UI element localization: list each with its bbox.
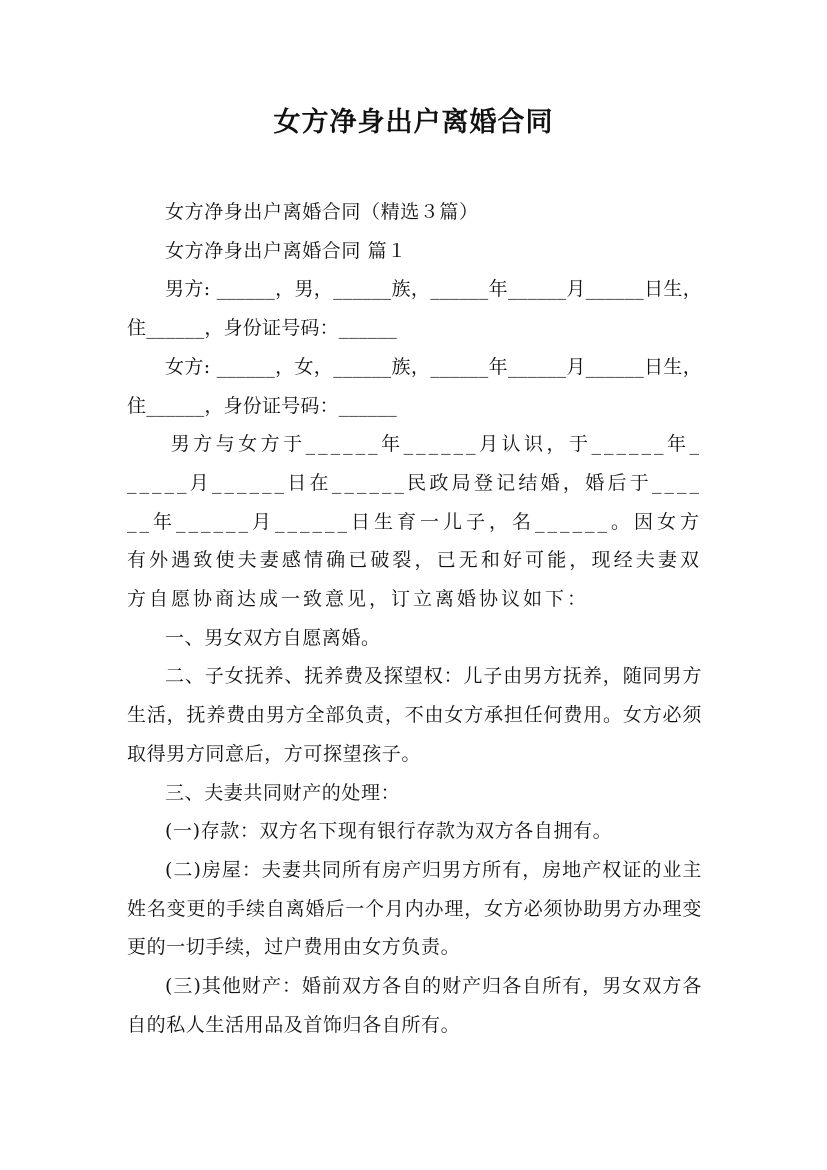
paragraph-clause-2: 二、子女抚养、抚养费及探望权：儿子由男方抚养，随同男方生活，抚养费由男方全部负责，不由女方承担任何费用。女方必须取得男方同意后，方可探望孩子。 [127, 665, 702, 765]
document-title: 女方净身出户离婚合同 [273, 107, 554, 138]
paragraph-background: 男方与女方于______年______月认识，于______年______月______日在______民政局登记结婚，婚后于______年______月______日生育一儿子，名______。因女方有外遇致使夫妻感情确已破裂，已无和好可能，现经夫妻双方自愿协商达成一致意见，订立离婚协议如下： [127, 433, 702, 611]
paragraph-heading: 女方净身出户离婚合同（精选３篇） [165, 201, 479, 223]
paragraph-section-title: 女方净身出户离婚合同 篇１ [165, 239, 407, 262]
document-body [127, 193, 702, 1044]
paragraph-clause-3-2: (二)房屋：夫妻共同所有房产归男方所有，房地产权证的业主姓名变更的手续自离婚后一个月内办理，女方必须协助男方办理变更的一切手续，过户费用由女方负责。 [127, 858, 702, 959]
paragraph-clause-3: 三、夫妻共同财产的处理： [165, 781, 401, 804]
paragraph-male-party: 男方: ______，男，______族，______年______月______日生，住______，身份证号码：______ [127, 278, 702, 340]
paragraph-clause-3-1: (一)存款：双方名下现有银行存款为双方各自拥有。 [165, 820, 613, 843]
paragraph-female-party: 女方: ______，女，______族，______年______月______日生，住______，身份证号码：______ [127, 355, 702, 417]
paragraph-clause-1: 一、男女双方自愿离婚。 [165, 626, 381, 649]
paragraph-clause-3-3: (三)其他财产：婚前双方各自的财产归各自所有，男女双方各自的私人生活用品及首饰归各自所有。 [127, 975, 702, 1036]
